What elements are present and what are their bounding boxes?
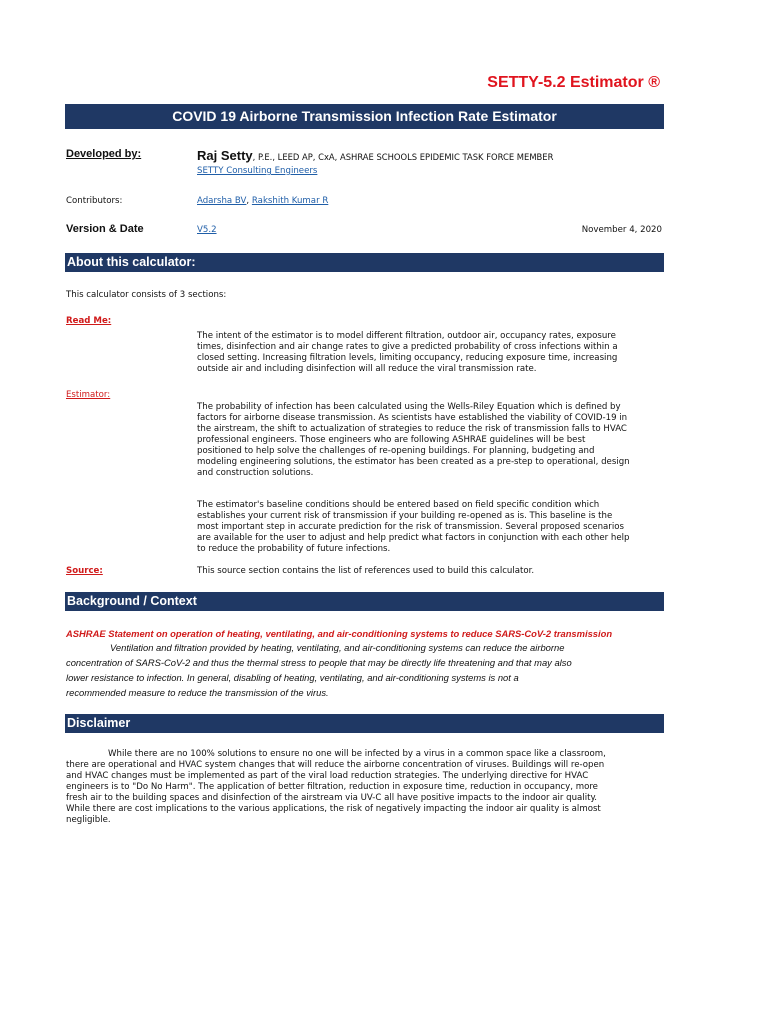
background-line: lower resistance to infection. In general, disabling of heating, ventilating, and air-conditioning systems is not a — [66, 672, 519, 683]
developed-by-label: Developed by: — [66, 148, 142, 160]
source-link[interactable]: Source: — [66, 566, 103, 576]
baseline-text — [197, 500, 667, 555]
disclaimer-line: and HVAC changes must be implemented as part of the viral load reduction strategies. The underlying directive for HVAC — [66, 771, 589, 781]
page-title-bar — [65, 104, 664, 129]
estimator-line: The probability of infection has been calculated using the Wells-Riley Equation which is defined by — [197, 402, 621, 412]
background-line: recommended measure to reduce the transmission of the virus. — [66, 687, 329, 698]
source-text: This source section contains the list of references used to build this calculator. — [197, 566, 535, 576]
contributors-list — [197, 196, 328, 206]
contributor-link-rakshith[interactable]: Rakshith Kumar R — [251, 196, 329, 206]
estimator-text — [197, 402, 667, 479]
disclaimer-text — [66, 749, 666, 826]
version-link[interactable]: V5.2 — [197, 225, 217, 235]
contributors-label: Contributors: — [66, 196, 123, 206]
estimator-line: positioned to help solve the challenges of re-opening buildings. For planning, budgeting and — [197, 446, 595, 456]
background-text — [66, 640, 666, 700]
baseline-line: are available for the user to adjust and help predict what factors in conjunction with each other help — [197, 533, 630, 543]
background-heading: Background / Context — [67, 594, 197, 608]
estimator-line: professional engineers. Those engineers who are following ASHRAE guidelines will be best — [197, 435, 586, 445]
version-date: November 4, 2020 — [581, 225, 662, 235]
disclaimer-heading: Disclaimer — [67, 716, 131, 730]
contributor-separator: , — [246, 196, 250, 206]
disclaimer-line: engineers is to "Do No Harm". The application of better filtration, reduction in exposure time, reduction in occupancy, more — [66, 782, 598, 792]
brand-title: SETTY-5.2 Estimator ® — [487, 74, 660, 91]
baseline-line: to reduce the probability of future infections. — [197, 544, 391, 554]
readme-line: closed setting. Increasing filtration levels, limiting occupancy, reducing exposure time, increasing — [197, 353, 618, 363]
disclaimer-line: fresh air to the building spaces and disinfection of the airstream via UV-C all have positive impacts to the indoor air quality. — [66, 793, 598, 803]
about-heading: About this calculator: — [67, 255, 196, 269]
contributor-link-adarsha[interactable]: Adarsha BV — [197, 196, 247, 206]
disclaimer-line: While there are cost implications to the various applications, the risk of negatively impacting the indoor air quality is almost — [66, 804, 601, 814]
version-label: Version & Date — [66, 223, 144, 235]
readme-link[interactable]: Read Me: — [66, 316, 112, 326]
readme-text — [197, 331, 667, 375]
developer-credentials: , P.E., LEED AP, CxA, ASHRAE SCHOOLS EPIDEMIC TASK FORCE MEMBER — [252, 152, 554, 162]
background-line: Ventilation and filtration provided by heating, ventilating, and air-conditioning systems can reduce the airborne — [110, 642, 565, 653]
baseline-line: The estimator's baseline conditions should be entered based on field specific condition which — [197, 500, 600, 510]
estimator-line: the airstream, the shift to actualization of strategies to reduce the risk of transmission falls to HVAC — [197, 424, 627, 434]
ashrae-statement-title: ASHRAE Statement on operation of heating, ventilating, and air-conditioning systems to reduce SARS-CoV-2 transmission — [66, 628, 613, 639]
baseline-line: establishes your current risk of transmission if your building re-opened as is. This baseline is the — [197, 511, 613, 521]
estimator-line: modeling engineering solutions, the estimator has been created as a pre-step to operational, design — [197, 457, 630, 467]
disclaimer-section-header — [65, 714, 664, 733]
about-intro: This calculator consists of 3 sections: — [66, 290, 227, 300]
baseline-line: most important step in accurate prediction for the risk of transmission. Several proposed scenarios — [197, 522, 624, 532]
company-link[interactable]: SETTY Consulting Engineers — [197, 166, 318, 176]
background-section-header — [65, 592, 664, 611]
about-section-header — [65, 253, 664, 272]
readme-line: times, disinfection and air change rates to give a predicted probability of cross infections within a — [197, 342, 618, 352]
estimator-line: and construction solutions. — [197, 468, 314, 478]
developer-name: Raj Setty — [197, 148, 253, 163]
page-title: COVID 19 Airborne Transmission Infection Rate Estimator — [172, 108, 557, 124]
readme-line: The intent of the estimator is to model different filtration, outdoor air, occupancy rates, exposure — [197, 331, 616, 341]
developer-line — [197, 145, 553, 164]
readme-line: outside air and including disinfection will all reduce the viral transmission rate. — [197, 364, 537, 374]
background-line: concentration of SARS-CoV-2 and thus the thermal stress to people that may be directly life threatening and that may also — [66, 657, 572, 668]
estimator-link[interactable]: Estimator: — [66, 390, 111, 400]
disclaimer-line: negligible. — [66, 815, 111, 825]
estimator-line: factors for airborne disease transmission. As scientists have established the viability of COVID-19 in — [197, 413, 628, 423]
disclaimer-line: there are operational and HVAC system changes that will reduce the airborne concentration of viruses. Buildings will re-open — [66, 760, 605, 770]
disclaimer-line: While there are no 100% solutions to ensure no one will be infected by a virus in a common space like a classroom, — [108, 749, 606, 759]
